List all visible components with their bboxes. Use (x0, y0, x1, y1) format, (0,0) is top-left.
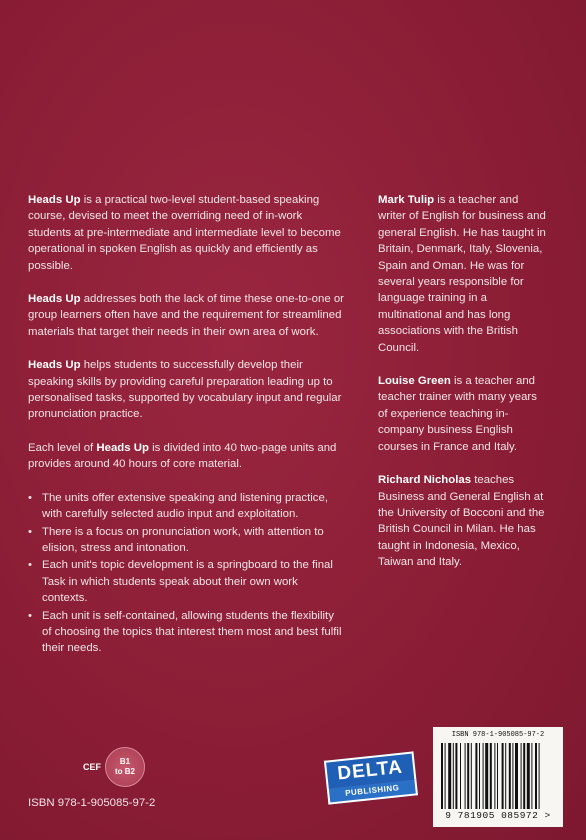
paragraph-needs: Heads Up addresses both the lack of time these one-to-one or group learners often have and the requirement for streamlined materials that target their needs in their own area of work. (28, 293, 344, 338)
cef-level-badge (83, 747, 145, 787)
title-heads-up: Heads Up (96, 441, 149, 454)
title-heads-up: Heads Up (28, 359, 81, 372)
author-bio-richard-nicholas: Richard Nicholas teaches Business and General English at the University of Bocconi and the British Council in Milan. He has taught in Indonesia, Mexico, Taiwan and Italy. (378, 474, 545, 569)
delta-publishing-logo (324, 751, 418, 805)
barcode-digits: 9 781905 085972 > (445, 810, 551, 821)
list-item: • Each unit is self-contained, allowing students the flexibility of choosing the topics that interest them most and best fulfil their needs. (28, 608, 346, 657)
barcode-bars-icon (441, 743, 555, 809)
cef-level-from: B1 (119, 757, 131, 766)
description-column (28, 192, 346, 658)
barcode-isbn: ISBN 978-1-905085-97-2 (451, 731, 545, 739)
paragraph-structure: Each level of Heads Up is divided into 40 two-page units and provides around 40 hours of core material. (28, 441, 337, 471)
author-bio-louise-green: Louise Green is a teacher and teacher trainer with many years of experience teaching in-company business English courses in France and Italy. (378, 375, 537, 453)
paragraph-skills: Heads Up helps students to successfully develop their speaking skills by providing careful preparation leading up to personalised tasks, supported by vocabulary input and regular pronunciation practice. (28, 359, 342, 421)
author-name: Louise Green (378, 375, 451, 388)
cef-circle-icon (105, 747, 145, 787)
cef-label: CEF (83, 762, 101, 772)
author-name: Richard Nicholas (378, 474, 472, 487)
list-item: • Each unit's topic development is a springboard to the final Task in which students speak about their own work contexts. (28, 557, 346, 606)
title-heads-up: Heads Up (28, 293, 81, 306)
paragraph-intro: Heads Up is a practical two-level student-based speaking course, devised to meet the overriding need of in-work students at pre-intermediate and intermediate level to become operational in spoken English as quickly and efficiently as possible. (28, 194, 341, 272)
list-item: • There is a focus on pronunciation work, with attention to elision, stress and intonation. (28, 524, 346, 557)
cef-level-to: to B2 (115, 767, 135, 776)
title-heads-up: Heads Up (28, 194, 81, 206)
authors-column (378, 192, 546, 588)
logo-word-publishing: PUBLISHING (327, 779, 418, 804)
features-list (28, 490, 346, 657)
logo-word-delta: DELTA (324, 751, 416, 788)
author-bio-mark-tulip: Mark Tulip is a teacher and writer of English for business and general English. He has taught in Britain, Denmark, Italy, Slovenia, Spain and Oman. He was for several years responsible for language training in a multinational and has long associations with the British Council. (378, 194, 546, 354)
barcode (433, 727, 563, 827)
isbn-text: ISBN 978-1-905085-97-2 (28, 797, 156, 809)
list-item: • The units offer extensive speaking and listening practice, with carefully selected audio input and exploitation. (28, 490, 346, 523)
author-name: Mark Tulip (378, 194, 435, 206)
